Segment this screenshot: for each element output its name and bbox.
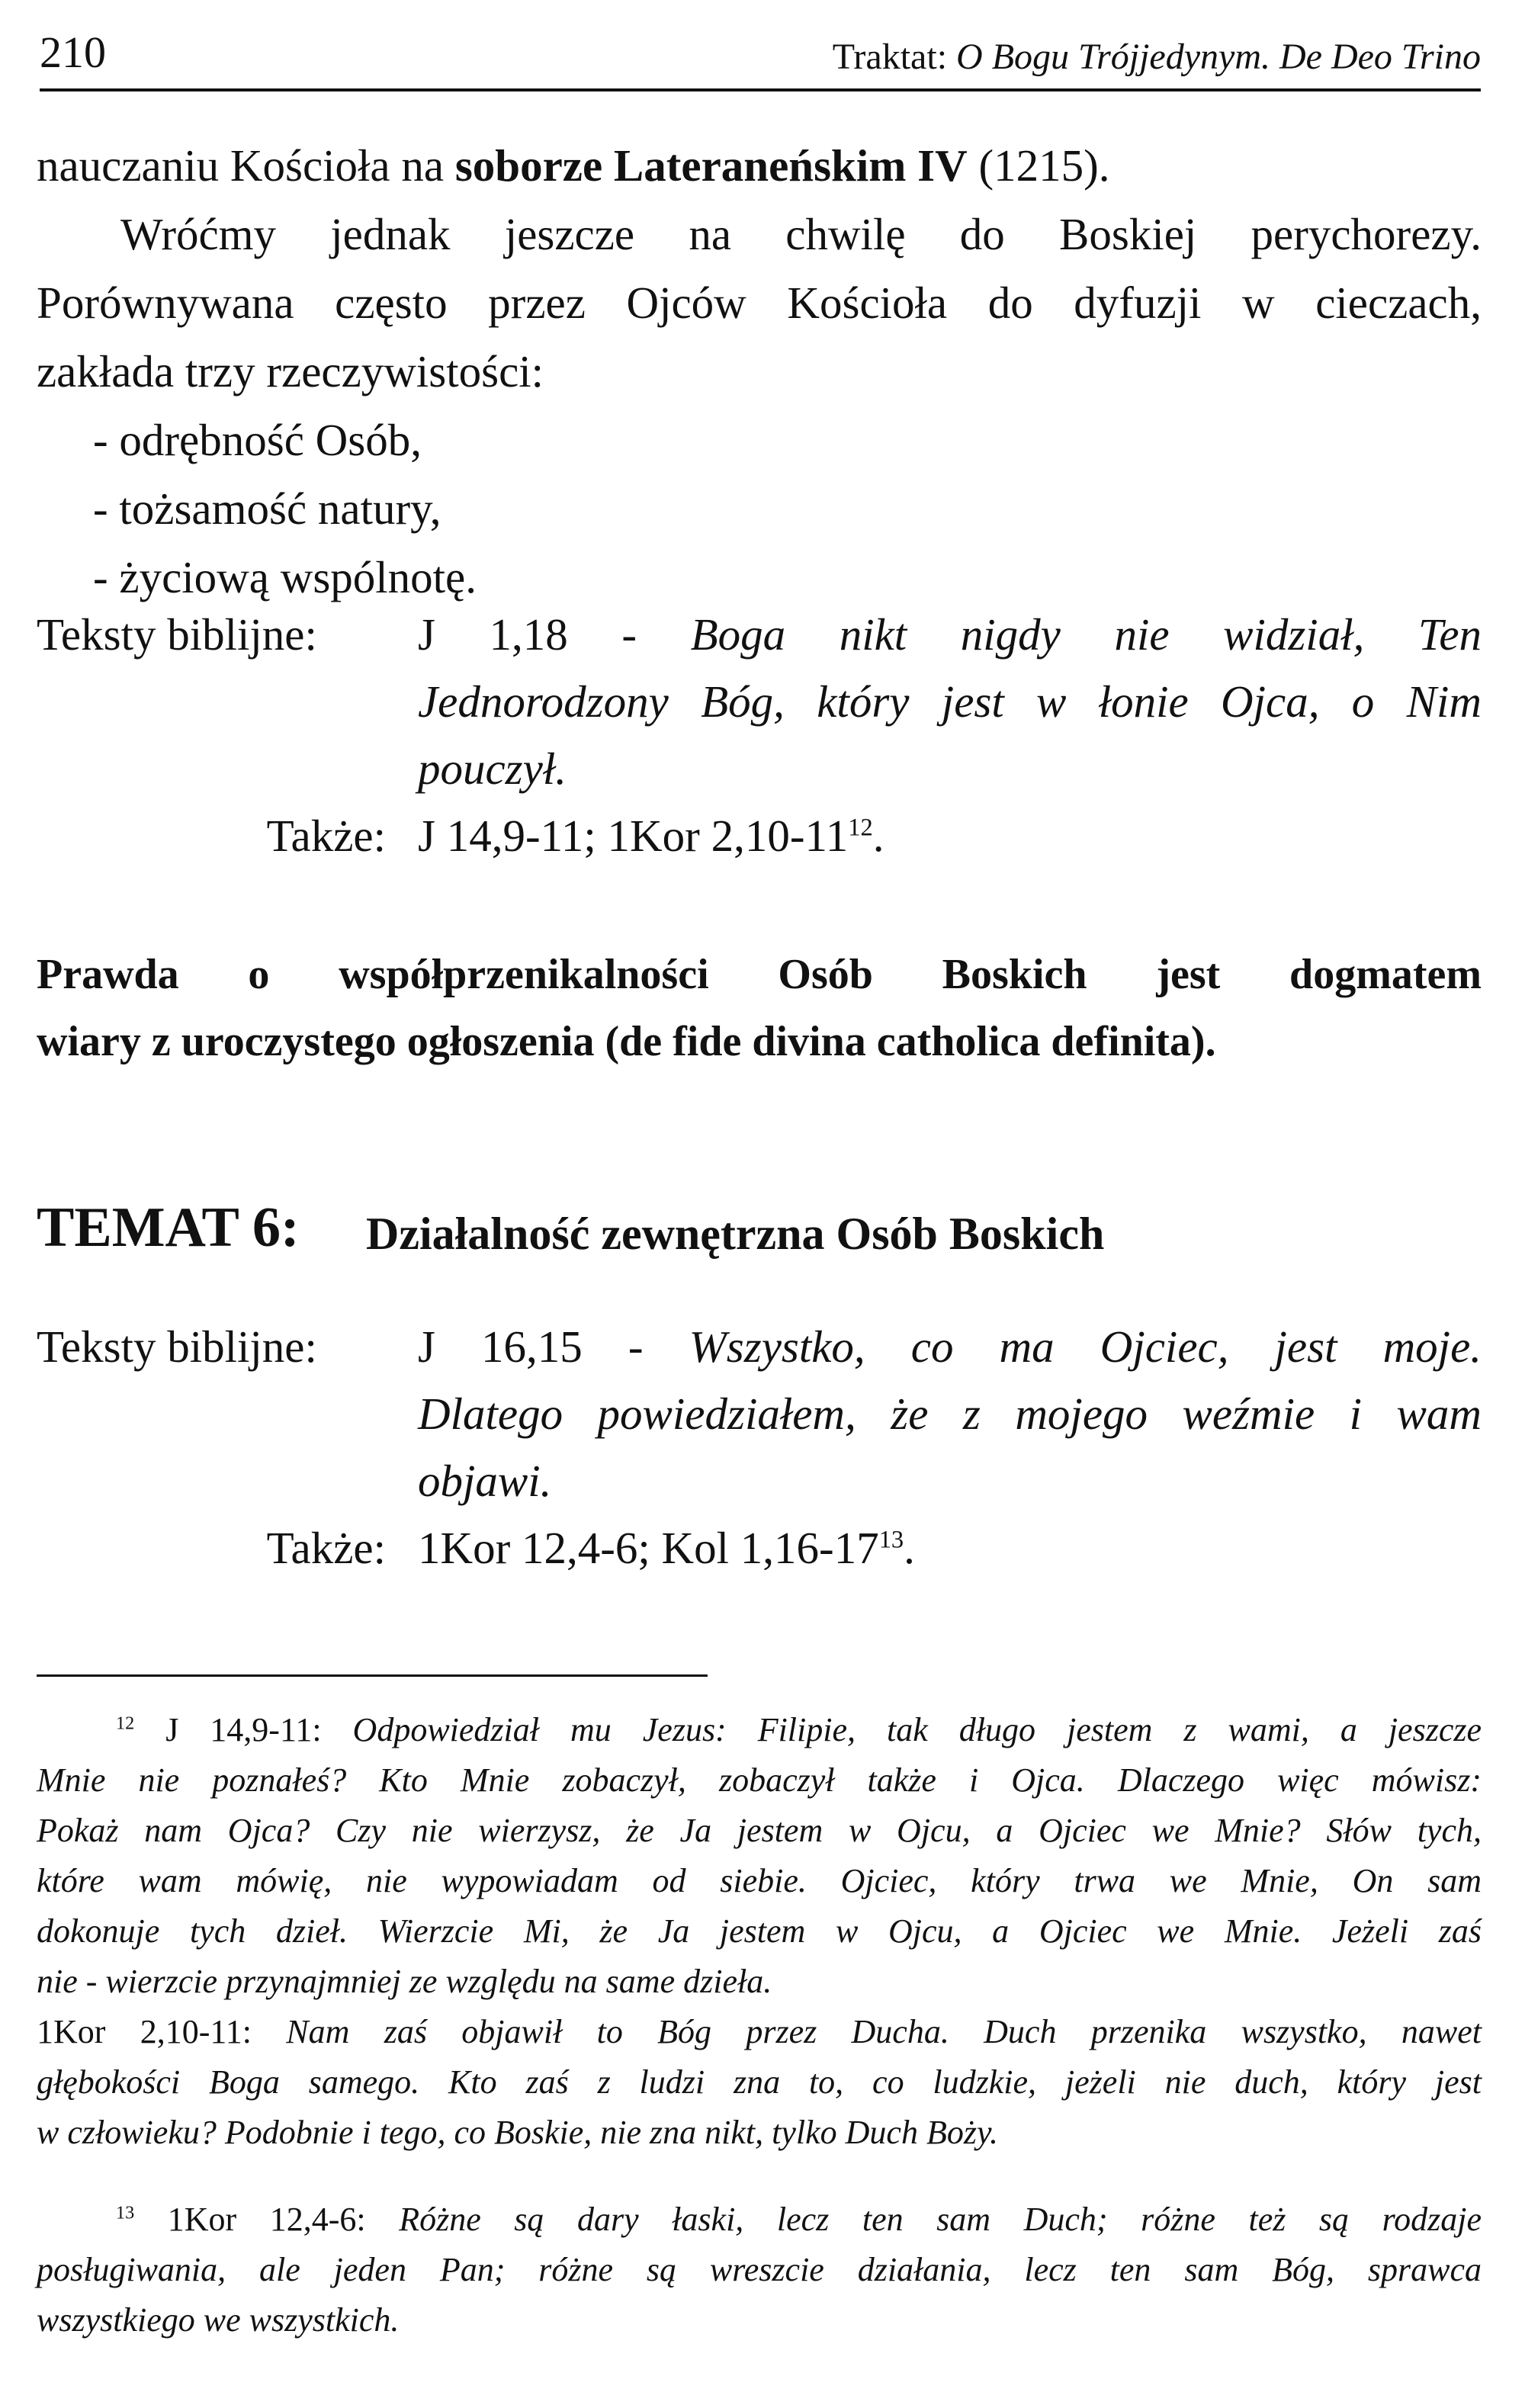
also-end: . — [872, 811, 884, 861]
list-item: - tożsamość natury, — [93, 483, 441, 534]
bib-quote-line: pouczył. — [418, 743, 567, 794]
footnote-line — [37, 2007, 1482, 2057]
dogma-line: Prawda o współprzenikalności Osób Boskich jest dogmatem — [37, 951, 1482, 998]
bib-also-row — [37, 802, 1482, 869]
bib-quote-line: Jednorodzony Bóg, który jest w łonie Ojca, o Nim — [418, 676, 1482, 727]
footnote-line: wszystkiego we wszystkich. — [37, 2301, 400, 2339]
also-text: 1Kor 12,4-6; Kol 1,16-17 — [418, 1523, 879, 1573]
footnote-line: Pokaż nam Ojca? Czy nie wierzysz, że Ja jestem w Ojcu, a Ojciec we Mnie? Słów tych, — [37, 1812, 1482, 1849]
footnote-line: Mnie nie poznałeś? Kto Mnie zobaczył, zobaczył także i Ojca. Dlaczego więc mówisz: — [37, 1761, 1482, 1799]
footnote-line: które wam mówię, nie wypowiadam od siebie. Ojciec, który trwa we Mnie, On sam — [37, 1862, 1482, 1899]
footnote-line: głębokości Boga samego. Kto zaś z ludzi zna to, co ludzkie, jeżeli nie duch, który jest — [37, 2063, 1482, 2101]
bib-quote: Boga nikt nigdy nie widział, Ten — [690, 609, 1482, 660]
footnote-line — [37, 1705, 1482, 1755]
footnote-quote: Różne są dary łaski, lecz ten sam Duch; różne też są rodzaje — [399, 2201, 1482, 2238]
footnote-ref-text: 1Kor 2,10-11: — [37, 2013, 287, 2050]
footnote-quote: Odpowiedział mu Jezus: Filipie, tak długo jestem z wami, a jeszcze — [352, 1711, 1482, 1748]
footnote-line: nie - wierzcie przynajmniej ze względu na same dzieła. — [37, 1963, 772, 2000]
list-item: - odrębność Osób, — [93, 415, 422, 465]
topic-title: Działalność zewnętrzna Osób Boskich — [366, 1209, 1105, 1259]
bib-row — [37, 601, 1482, 802]
council-year: (1215). — [967, 140, 1110, 191]
intro-line-1 — [37, 131, 1482, 200]
page-header — [40, 23, 1481, 84]
topic-heading — [37, 1190, 1482, 1266]
bib-also-row — [37, 1514, 1482, 1581]
footnote-ref[interactable]: 12 — [848, 814, 873, 842]
footnote-rule — [37, 1674, 708, 1677]
bib-quote-line — [418, 1313, 1482, 1380]
bib-content — [418, 1313, 1482, 1514]
page-number: 210 — [40, 27, 106, 77]
footnote-line: posługiwania, ale jeden Pan; różne są wreszcie działania, lecz ten sam Bóg, sprawca — [37, 2251, 1482, 2288]
dogma-line: wiary z uroczystego ogłoszenia (de fide divina catholica definita). — [37, 1018, 1216, 1065]
footnote-number: 13 — [116, 2202, 135, 2223]
intro-line-4: zakłada trzy rzeczywistości: — [37, 346, 544, 397]
footnote-13 — [37, 2194, 1482, 2345]
also-label: Także: — [266, 811, 386, 861]
bib-quote: Wszystko, co ma Ojciec, jest moje. — [689, 1321, 1482, 1372]
bib-content — [418, 601, 1482, 802]
running-head — [833, 31, 1481, 84]
footnote-12 — [37, 1705, 1482, 2158]
biblical-texts-1 — [37, 601, 1482, 869]
footnote-quote: Nam zaś objawił to Bóg przez Ducha. Duch przenika wszystko, nawet — [286, 2013, 1482, 2050]
bib-row — [37, 1313, 1482, 1514]
footnote-ref-text: J 14,9-11: — [165, 1711, 353, 1748]
biblical-texts-2 — [37, 1313, 1482, 1581]
running-head-prefix: Traktat: — [832, 37, 957, 77]
also-refs — [418, 1514, 1482, 1581]
intro-line-3: Porównywana często przez Ojców Kościoła do dyfuzji w cieczach, — [37, 278, 1482, 328]
also-refs — [418, 802, 1482, 869]
intro-line-2: Wróćmy jednak jeszcze na chwilę do Boskiej perychorezy. — [120, 209, 1482, 259]
footnote-line: w człowieku? Podobnie i tego, co Boskie, nie zna nikt, tylko Duch Boży. — [37, 2114, 999, 2151]
dogma-statement — [37, 941, 1482, 1075]
bib-quote-line: objawi. — [418, 1456, 552, 1506]
header-rule — [40, 88, 1481, 92]
intro-paragraph — [37, 131, 1482, 612]
footnote-ref-text: 1Kor 12,4-6: — [167, 2201, 400, 2238]
also-text: J 14,9-11; 1Kor 2,10-11 — [418, 811, 849, 861]
footnote-ref[interactable]: 13 — [878, 1526, 904, 1554]
footnote-line — [37, 2194, 1482, 2245]
bib-ref: J 1,18 - — [418, 609, 691, 660]
bib-label: Teksty biblijne: — [37, 1321, 317, 1372]
footnote-number: 12 — [116, 1713, 135, 1734]
bib-quote-line — [418, 601, 1482, 668]
intro-text: nauczaniu Kościoła na — [37, 140, 455, 191]
topic-label: TEMAT 6: — [37, 1196, 300, 1259]
running-head-title: O Bogu Trójjedynym. De Deo Trino — [956, 37, 1481, 77]
council-name: soborze Lateraneńskim IV — [454, 140, 968, 191]
bib-quote-line: Dlatego powiedziałem, że z mojego weźmie i wam — [418, 1389, 1482, 1439]
bib-ref: J 16,15 - — [418, 1321, 689, 1372]
list-item: - życiową wspólnotę. — [93, 552, 477, 602]
footnote-line: dokonuje tych dzieł. Wierzcie Mi, że Ja jestem w Ojcu, a Ojciec we Mnie. Jeżeli zaś — [37, 1912, 1482, 1950]
also-end: . — [904, 1523, 915, 1573]
also-label: Także: — [266, 1523, 386, 1573]
bib-label: Teksty biblijne: — [37, 609, 317, 660]
